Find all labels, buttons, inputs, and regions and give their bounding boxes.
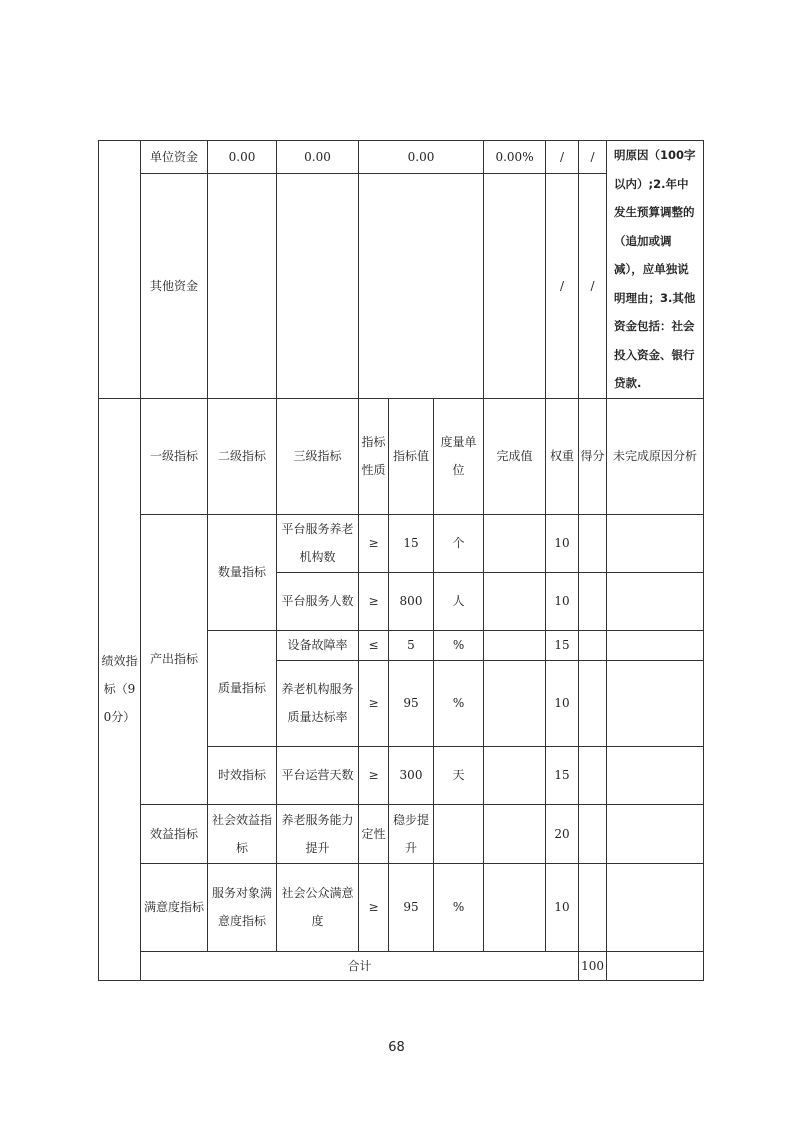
row-indicator: 社会公众满意度	[277, 863, 359, 951]
row-nature: ≥	[359, 514, 389, 572]
row-indicator: 养老服务能力提升	[277, 804, 359, 863]
performance-table	[98, 140, 704, 981]
row-indicator: 平台服务人数	[277, 572, 359, 630]
row-value: 15	[389, 514, 434, 572]
total-weight: 100	[579, 951, 607, 980]
row-reason	[607, 572, 704, 630]
row-nature: ≥	[359, 746, 389, 804]
subgroup-target: 服务对象满意度指标	[208, 863, 277, 951]
row-weight: 10	[546, 660, 579, 746]
page-number: 68	[388, 1040, 405, 1055]
total-score	[607, 951, 704, 980]
other-funds-label: 其他资金	[141, 174, 208, 399]
row-nature: ≥	[359, 863, 389, 951]
row-value: 95	[389, 660, 434, 746]
subgroup-timeliness: 时效指标	[208, 746, 277, 804]
row-done	[484, 572, 546, 630]
other-funds-empty-3	[359, 174, 484, 399]
unit-funds-label: 单位资金	[141, 141, 208, 174]
other-funds-empty-4	[484, 174, 546, 399]
header-level1: 一级指标	[141, 398, 208, 514]
funds-note: 明原因（100字以内）;2.年中发生预算调整的（追加或调减），应单独说明理由；3.其他资金包括：社会投入资金、银行贷款.	[607, 141, 704, 399]
row-weight: 20	[546, 804, 579, 863]
row-score	[579, 746, 607, 804]
other-funds-empty-2	[277, 174, 359, 399]
unit-funds-rate: 0.00%	[484, 141, 546, 174]
row-unit	[434, 804, 484, 863]
row-score	[579, 514, 607, 572]
header-value: 指标值	[389, 398, 434, 514]
row-reason	[607, 804, 704, 863]
row-score	[579, 660, 607, 746]
row-score	[579, 572, 607, 630]
row-weight: 10	[546, 572, 579, 630]
row-reason	[607, 746, 704, 804]
row-unit: 天	[434, 746, 484, 804]
row-value: 稳步提升	[389, 804, 434, 863]
row-done	[484, 746, 546, 804]
group-benefit: 效益指标	[141, 804, 208, 863]
unit-funds-slash-1: /	[546, 141, 579, 174]
row-nature: ≥	[359, 572, 389, 630]
header-score: 得分	[579, 398, 607, 514]
row-value: 95	[389, 863, 434, 951]
other-funds-empty-1	[208, 174, 277, 399]
row-unit: 人	[434, 572, 484, 630]
row-score	[579, 804, 607, 863]
other-funds-slash-2: /	[579, 174, 607, 399]
row-done	[484, 863, 546, 951]
row-reason	[607, 863, 704, 951]
row-value: 300	[389, 746, 434, 804]
header-level2: 二级指标	[208, 398, 277, 514]
header-weight: 权重	[546, 398, 579, 514]
performance-section-label: 绩效指标（90分）	[99, 398, 141, 980]
row-value: 5	[389, 630, 434, 660]
row-indicator: 设备故障率	[277, 630, 359, 660]
group-satisfaction: 满意度指标	[141, 863, 208, 951]
row-unit: %	[434, 863, 484, 951]
row-indicator: 平台服务养老机构数	[277, 514, 359, 572]
row-reason	[607, 630, 704, 660]
row-reason	[607, 660, 704, 746]
row-done	[484, 514, 546, 572]
unit-funds-value-3: 0.00	[359, 141, 484, 174]
row-weight: 10	[546, 863, 579, 951]
row-weight: 15	[546, 630, 579, 660]
subgroup-quality: 质量指标	[208, 630, 277, 746]
row-unit: 个	[434, 514, 484, 572]
unit-funds-slash-2: /	[579, 141, 607, 174]
header-unit: 度量单位	[434, 398, 484, 514]
row-nature: ≥	[359, 660, 389, 746]
row-indicator: 养老机构服务质量达标率	[277, 660, 359, 746]
group-output: 产出指标	[141, 514, 208, 804]
row-unit: %	[434, 630, 484, 660]
header-level3: 三级指标	[277, 398, 359, 514]
row-score	[579, 863, 607, 951]
row-weight: 15	[546, 746, 579, 804]
unit-funds-value-1: 0.00	[208, 141, 277, 174]
subgroup-quantity: 数量指标	[208, 514, 277, 630]
row-score	[579, 630, 607, 660]
row-reason	[607, 514, 704, 572]
row-nature: ≤	[359, 630, 389, 660]
row-done	[484, 630, 546, 660]
blank-cell	[99, 141, 141, 399]
other-funds-slash-1: /	[546, 174, 579, 399]
subgroup-social: 社会效益指标	[208, 804, 277, 863]
row-value: 800	[389, 572, 434, 630]
header-done: 完成值	[484, 398, 546, 514]
header-nature: 指标性质	[359, 398, 389, 514]
row-unit: %	[434, 660, 484, 746]
row-weight: 10	[546, 514, 579, 572]
header-reason: 未完成原因分析	[607, 398, 704, 514]
unit-funds-value-2: 0.00	[277, 141, 359, 174]
total-label: 合计	[141, 951, 579, 980]
row-done	[484, 804, 546, 863]
row-done	[484, 660, 546, 746]
row-indicator: 平台运营天数	[277, 746, 359, 804]
row-nature: 定性	[359, 804, 389, 863]
